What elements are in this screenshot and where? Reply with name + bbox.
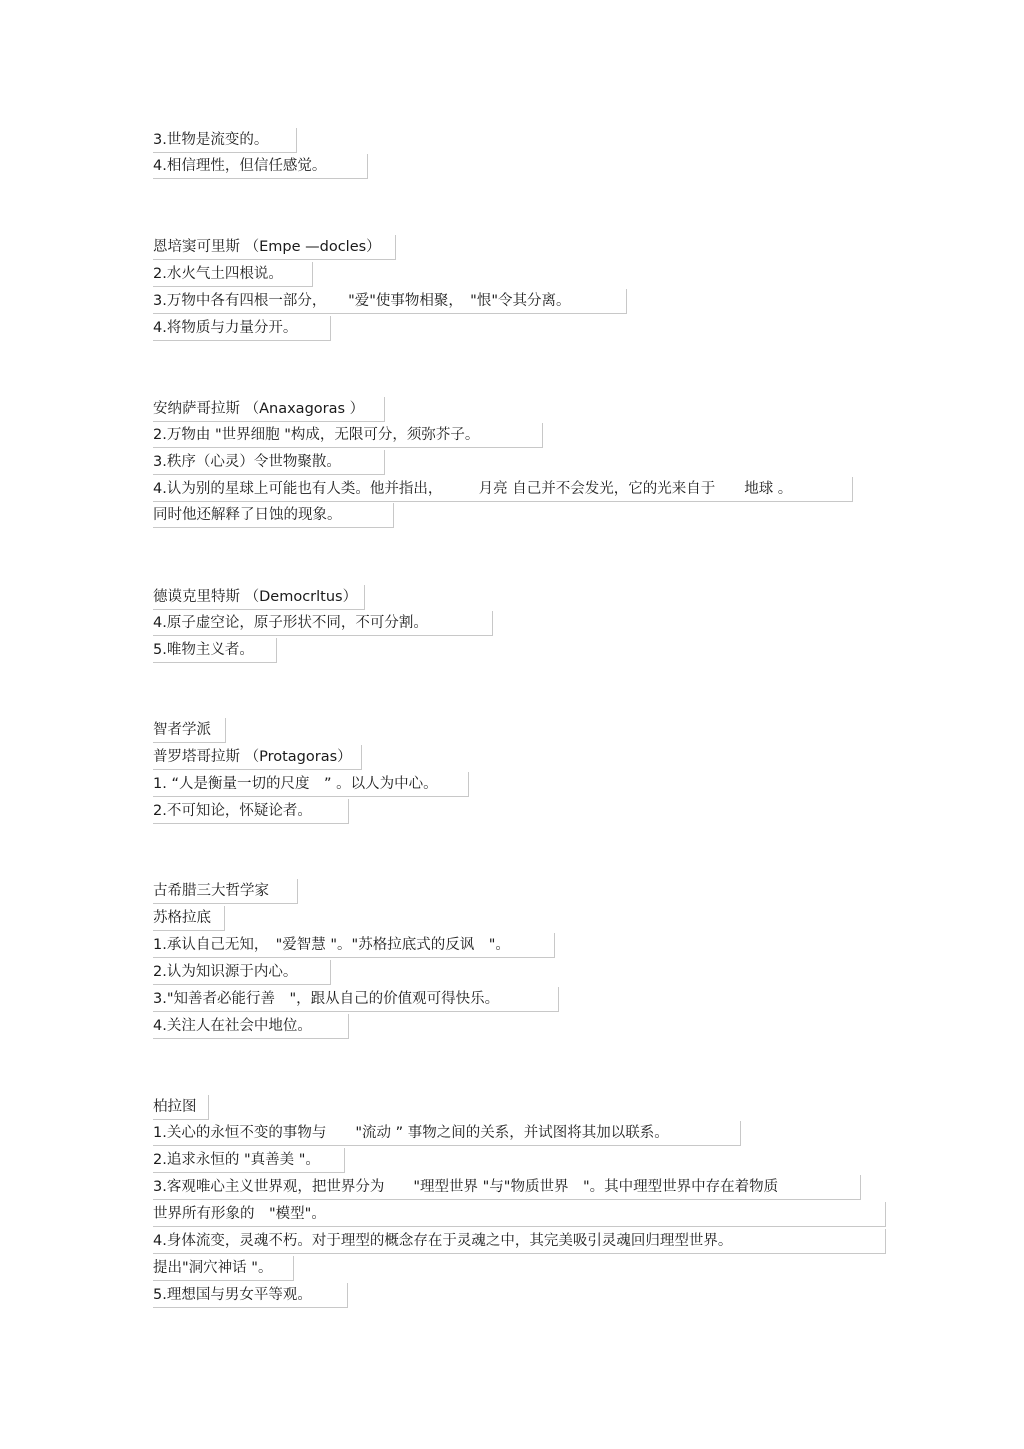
text-line: 2.认为知识源于内心。 bbox=[153, 960, 331, 985]
text-line: 4.关注人在社会中地位。 bbox=[153, 1014, 349, 1039]
section-heading: 德谟克里特斯 （Democrltus） bbox=[153, 585, 365, 610]
text-line: 5.理想国与男女平等观。 bbox=[153, 1283, 348, 1308]
text-line: 1.承认自己无知， "爱智慧 "。"苏格拉底式的反讽 "。 bbox=[153, 933, 555, 958]
text-line: 3.万物中各有四根一部分， "爱"使事物相聚， "恨"令其分离。 bbox=[153, 289, 627, 314]
text-line: 3.秩序（心灵）令世物聚散。 bbox=[153, 450, 385, 475]
text-line: 4.相信理性，但信任感觉。 bbox=[153, 154, 368, 179]
text-line: 2.万物由 "世界细胞 "构成，无限可分，须弥芥子。 bbox=[153, 423, 543, 448]
section-heading: 安纳萨哥拉斯 （Anaxagoras ） bbox=[153, 397, 385, 422]
section-heading: 古希腊三大哲学家 bbox=[153, 879, 298, 904]
text-line: 1. “人是衡量一切的尺度 ” 。以人为中心。 bbox=[153, 772, 469, 797]
text-line: 世界所有形象的 "模型"。 bbox=[153, 1202, 886, 1227]
text-line: 3.世物是流变的。 bbox=[153, 128, 297, 153]
text-line: 3.客观唯心主义世界观，把世界分为 "理型世界 "与"物质世界 "。其中理型世界中存在着物质 bbox=[153, 1175, 861, 1200]
text-line: 3."知善者必能行善 "，跟从自己的价值观可得快乐。 bbox=[153, 987, 559, 1012]
section-heading: 恩培窦可里斯 （Empe —docles） bbox=[153, 235, 396, 260]
text-line: 4.身体流变，灵魂不朽。对于理型的概念存在于灵魂之中，其完美吸引灵魂回归理型世界。 bbox=[153, 1229, 886, 1254]
text-line: 2.追求永恒的 "真善美 "。 bbox=[153, 1148, 345, 1173]
text-line: 1.关心的永恒不变的事物与 "流动 ” 事物之间的关系，并试图将其加以联系。 bbox=[153, 1121, 741, 1146]
text-line: 4.将物质与力量分开。 bbox=[153, 316, 331, 341]
text-line: 4.原子虚空论，原子形状不同，不可分割。 bbox=[153, 611, 493, 636]
text-line: 4.认为别的星球上可能也有人类。他并指出， 月亮 自己并不会发光，它的光来自于 地球 。 bbox=[153, 477, 853, 502]
text-line: 2.水火气土四根说。 bbox=[153, 262, 313, 287]
text-line: 2.不可知论，怀疑论者。 bbox=[153, 799, 349, 824]
section-heading: 普罗塔哥拉斯 （Protagoras） bbox=[153, 745, 362, 770]
text-line: 5.唯物主义者。 bbox=[153, 638, 277, 663]
section-heading: 苏格拉底 bbox=[153, 906, 225, 931]
text-line: 同时他还解释了日蚀的现象。 bbox=[153, 503, 394, 528]
section-heading: 柏拉图 bbox=[153, 1095, 209, 1120]
section-heading: 智者学派 bbox=[153, 718, 226, 743]
text-line: 提出"洞穴神话 "。 bbox=[153, 1256, 294, 1281]
